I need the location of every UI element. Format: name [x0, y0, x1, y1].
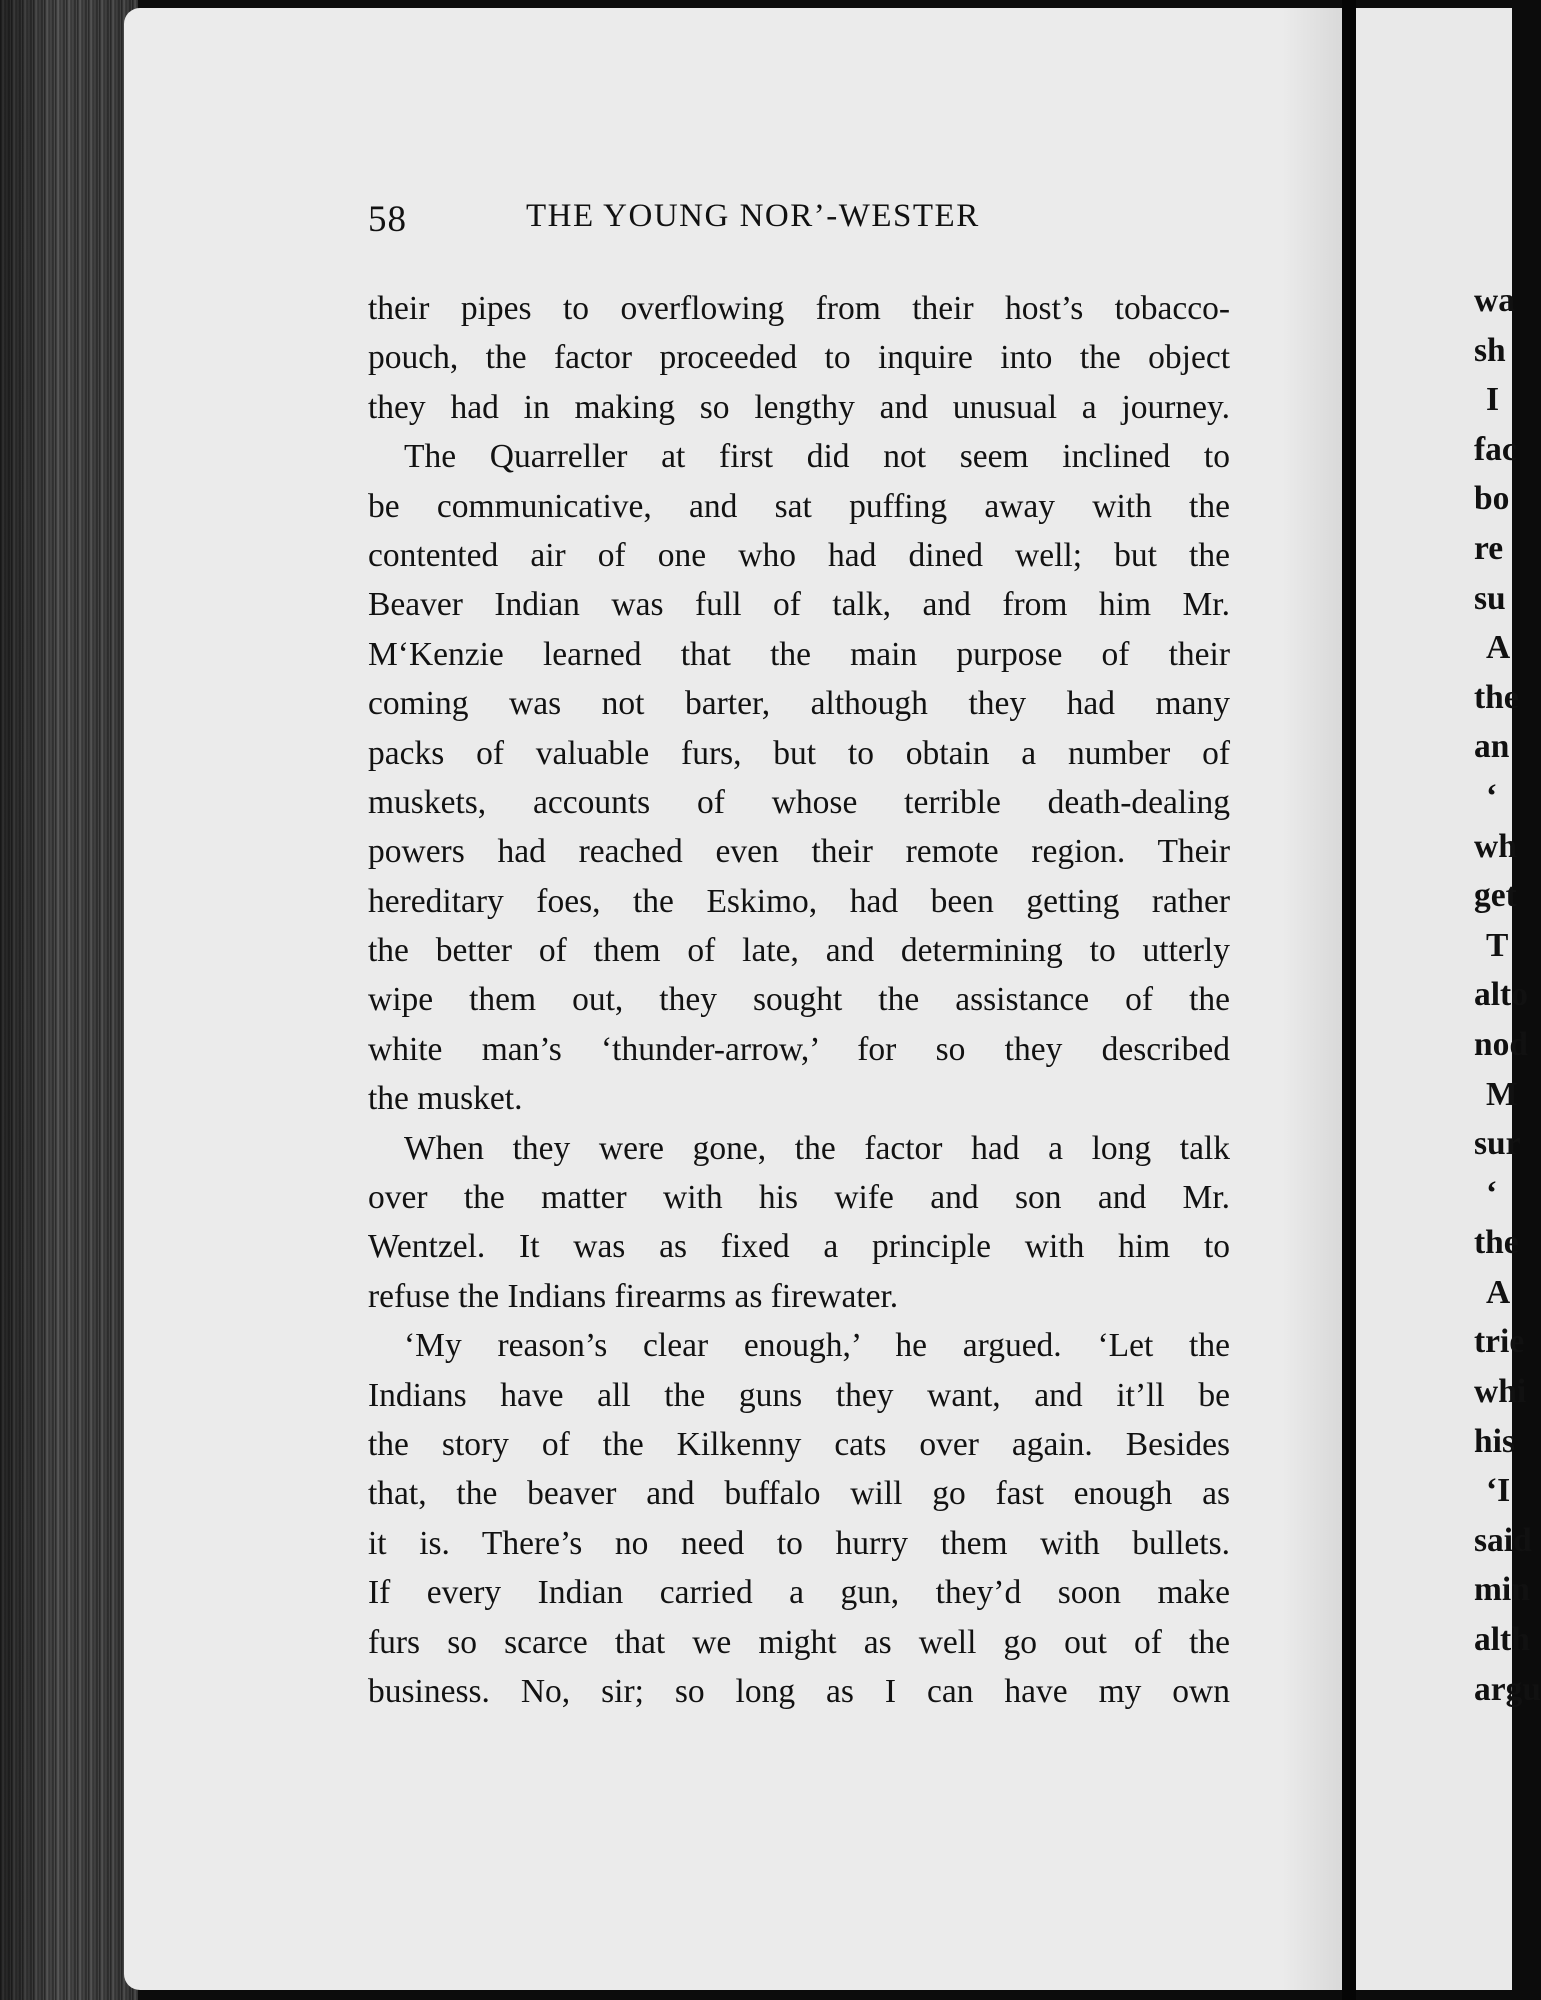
text-line: it is. There’s no need to hurry them with bullets.	[368, 1524, 1230, 1562]
fragment-line: bo	[1474, 480, 1510, 518]
text-line: coming was not barter, although they had many	[368, 685, 1230, 723]
text-line: the story of the Kilkenny cats over again. Besides	[368, 1425, 1230, 1463]
fragment-line: T	[1486, 926, 1509, 964]
fragment-line: wa	[1474, 282, 1515, 319]
fragment-line: trie	[1474, 1323, 1525, 1361]
text-line: powers had reached even their remote region. Their	[368, 833, 1230, 871]
fragment-line: alto	[1474, 976, 1528, 1014]
text-line: white man’s ‘thunder-arrow,’ for so they described	[368, 1030, 1230, 1068]
text-line: business. No, sir; so long as I can have my own	[368, 1672, 1230, 1710]
text-line: When they were gone, the factor had a long talk	[404, 1129, 1230, 1167]
text-line: contented air of one who had dined well; but the	[368, 536, 1230, 574]
fragment-line: M	[1486, 1075, 1518, 1113]
fragment-line: A	[1486, 629, 1511, 667]
book-gutter	[1342, 0, 1356, 2000]
fragment-line: said	[1474, 1521, 1532, 1559]
text-line: M‘Kenzie learned that the main purpose of their	[368, 635, 1230, 673]
body-text	[368, 284, 1230, 1716]
text-line: pouch, the factor proceeded to inquire into the object	[368, 339, 1230, 377]
fragment-line: an	[1474, 728, 1510, 766]
fragment-line: nod	[1474, 1025, 1529, 1063]
text-line: their pipes to overflowing from their host’s tobacco-	[368, 290, 1230, 327]
fragment-line: ‘I	[1486, 1472, 1511, 1510]
text-line: muskets, accounts of whose terrible death-dealing	[368, 783, 1230, 821]
text-line: ‘My reason’s clear enough,’ he argued. ‘Let the	[404, 1327, 1230, 1365]
text-line: wipe them out, they sought the assistance of the	[368, 981, 1230, 1019]
text-line: Beaver Indian was full of talk, and from him Mr.	[368, 586, 1230, 624]
fragment-line: the	[1474, 1224, 1519, 1262]
fragment-line: sur	[1474, 1125, 1521, 1163]
text-line: Indians have all the guns they want, and it’ll be	[368, 1376, 1230, 1414]
fragment-line: su	[1474, 579, 1506, 617]
fragment-line: the	[1474, 678, 1519, 716]
fragment-line: I	[1486, 381, 1500, 419]
text-line: the musket.	[368, 1080, 523, 1118]
fragment-line: whi	[1474, 1373, 1527, 1411]
fragment-line: re	[1474, 529, 1504, 567]
fragment-line: A	[1486, 1273, 1511, 1311]
text-line: Wentzel. It was as fixed a principle with him to	[368, 1228, 1230, 1266]
text-line: the better of them of late, and determining to utterly	[368, 932, 1230, 970]
text-line: over the matter with his wife and son and Mr.	[368, 1179, 1230, 1217]
text-line: The Quarreller at first did not seem inclined to	[404, 438, 1230, 476]
text-line: refuse the Indians firearms as firewater.	[368, 1277, 899, 1315]
fragment-line: ‘	[1486, 777, 1498, 815]
text-line: If every Indian carried a gun, they’d soon make	[368, 1574, 1230, 1612]
fragment-line: ‘	[1486, 1174, 1498, 1212]
fragment-line: get	[1474, 877, 1517, 915]
fragment-line: min	[1474, 1571, 1530, 1609]
right-page-fragments	[1474, 276, 1541, 1714]
text-line: be communicative, and sat puffing away with the	[368, 487, 1230, 525]
fragment-line: alth	[1474, 1621, 1530, 1659]
page-header	[368, 198, 1068, 258]
fragment-line: sh	[1474, 331, 1506, 369]
fragment-line: his	[1474, 1422, 1515, 1460]
page-number: 58	[368, 199, 407, 240]
fragment-line: fac	[1474, 430, 1517, 468]
page-edges-shadow	[0, 0, 138, 2000]
text-line: hereditary foes, the Eskimo, had been getting rather	[368, 882, 1230, 920]
fragment-line: argu	[1474, 1670, 1541, 1708]
text-line: furs so scarce that we might as well go out of the	[368, 1623, 1230, 1661]
text-line: they had in making so lengthy and unusual a journey.	[368, 388, 1230, 426]
text-line: packs of valuable furs, but to obtain a number of	[368, 734, 1230, 772]
fragment-line: wh	[1474, 827, 1517, 865]
text-line: that, the beaver and buffalo will go fast enough as	[368, 1475, 1230, 1513]
gutter-shadow	[1282, 8, 1342, 1990]
running-title: THE YOUNG NOR’-WESTER	[526, 198, 980, 234]
